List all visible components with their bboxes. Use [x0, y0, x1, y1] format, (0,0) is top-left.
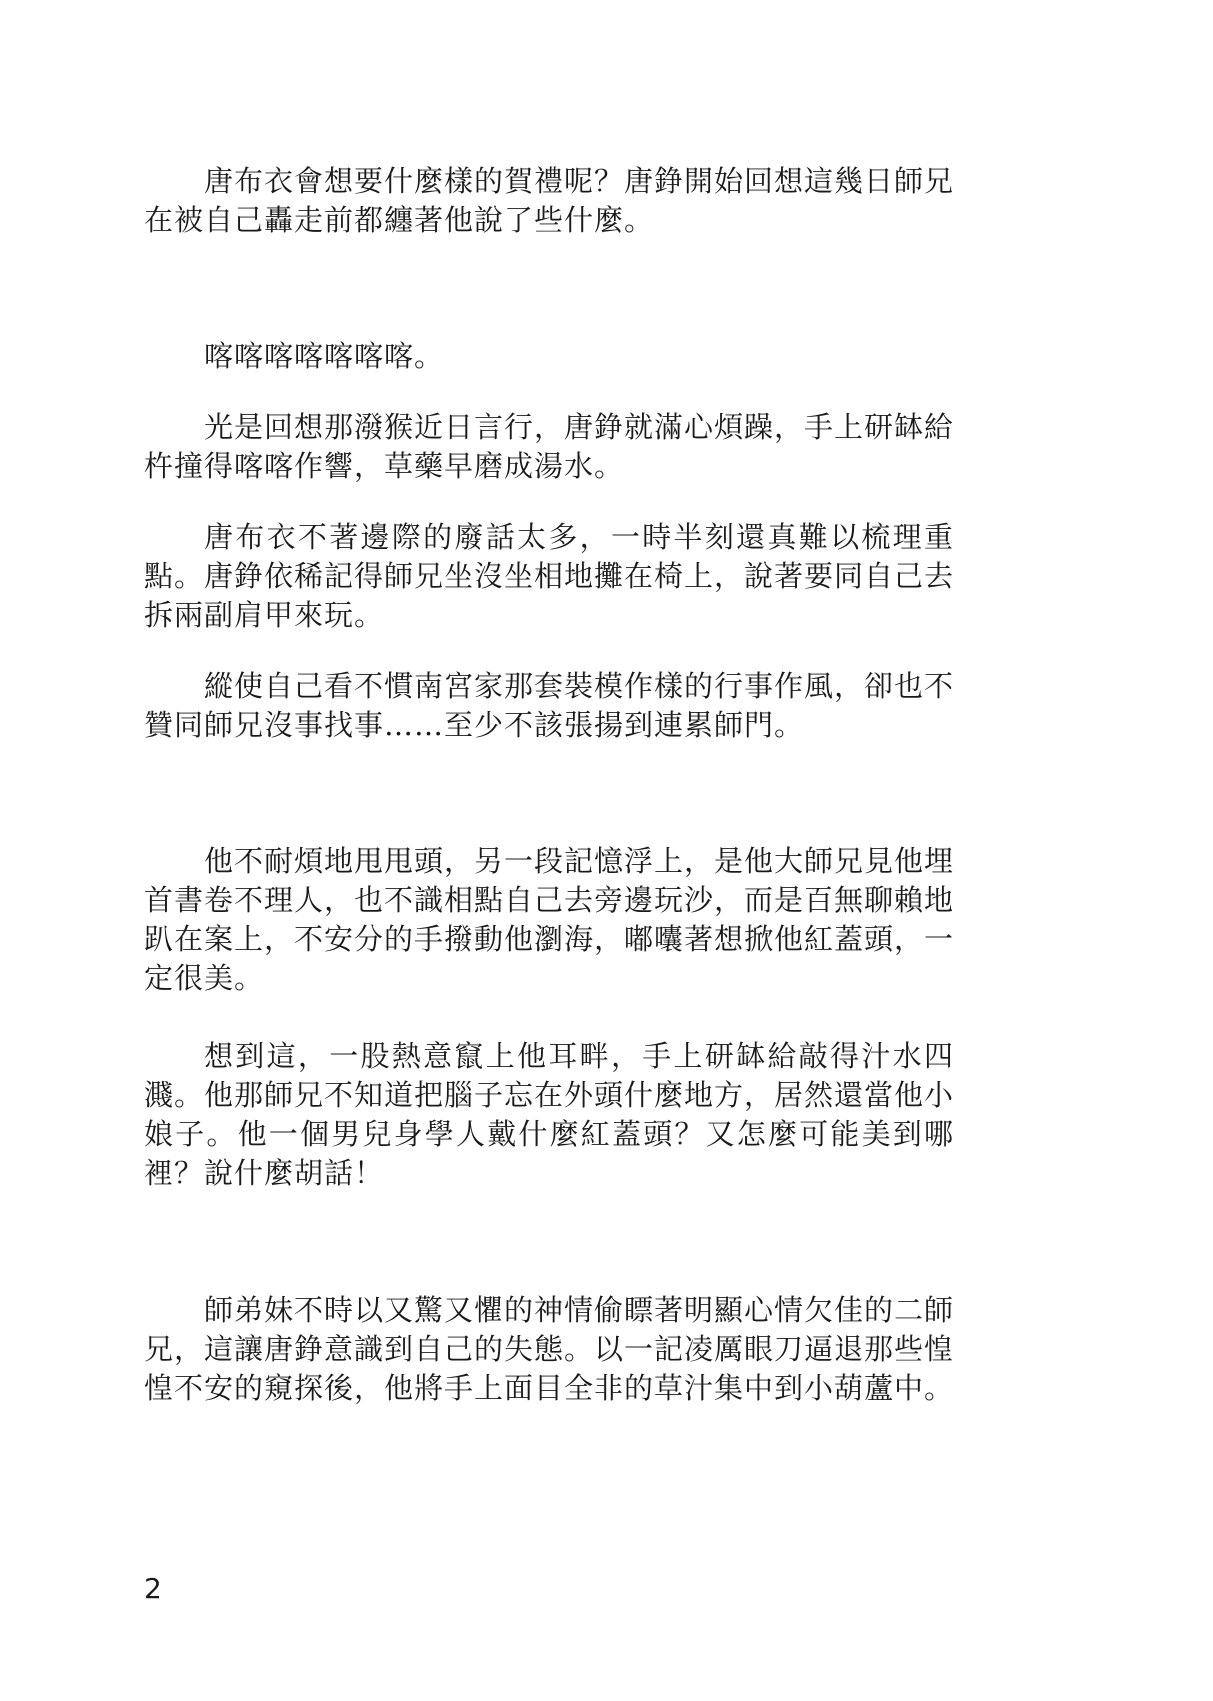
paragraph-4: 唐布衣不著邊際的廢話太多，一時半刻還真難以梳理重點。唐錚依稀記得師兄坐沒坐相地攤在椅上，說著要同自己去拆兩副肩甲來玩。	[144, 520, 955, 632]
paragraph-2: 喀喀喀喀喀喀喀。	[204, 339, 445, 373]
paragraph-3: 光是回想那潑猴近日言行，唐錚就滿心煩躁，手上研缽給杵撞得喀喀作響，草藥早磨成湯水。	[144, 410, 955, 483]
paragraph-7: 想到這，一股熱意竄上他耳畔，手上研缽給敲得汁水四濺。他那師兄不知道把腦子忘在外頭什麼地方，居然還當他小娘子。他一個男兒身學人戴什麼紅蓋頭？又怎麼可能美到哪裡？說什麼胡話！	[144, 1039, 955, 1190]
paragraph-6: 他不耐煩地甩甩頭，另一段記憶浮上，是他大師兄見他埋首書卷不理人，也不識相點自己去旁邊玩沙，而是百無聊賴地趴在案上，不安分的手撥動他瀏海，嘟囔著想掀他紅蓋頭，一定很美。	[144, 844, 955, 995]
page-number: 2	[144, 1572, 162, 1605]
paragraph-1: 唐布衣會想要什麼樣的賀禮呢？唐錚開始回想這幾日師兄在被自己轟走前都纏著他說了些什麼。	[144, 164, 955, 237]
paragraph-8: 師弟妹不時以又驚又懼的神情偷瞟著明顯心情欠佳的二師兄，這讓唐錚意識到自己的失態。以一記凌厲眼刀逼退那些惶惶不安的窺探後，他將手上面目全非的草汁集中到小葫蘆中。	[144, 1293, 955, 1405]
paragraph-5: 縱使自己看不慣南宮家那套裝模作樣的行事作風，卻也不贊同師兄沒事找事……至少不該張揚到連累師門。	[144, 669, 955, 742]
